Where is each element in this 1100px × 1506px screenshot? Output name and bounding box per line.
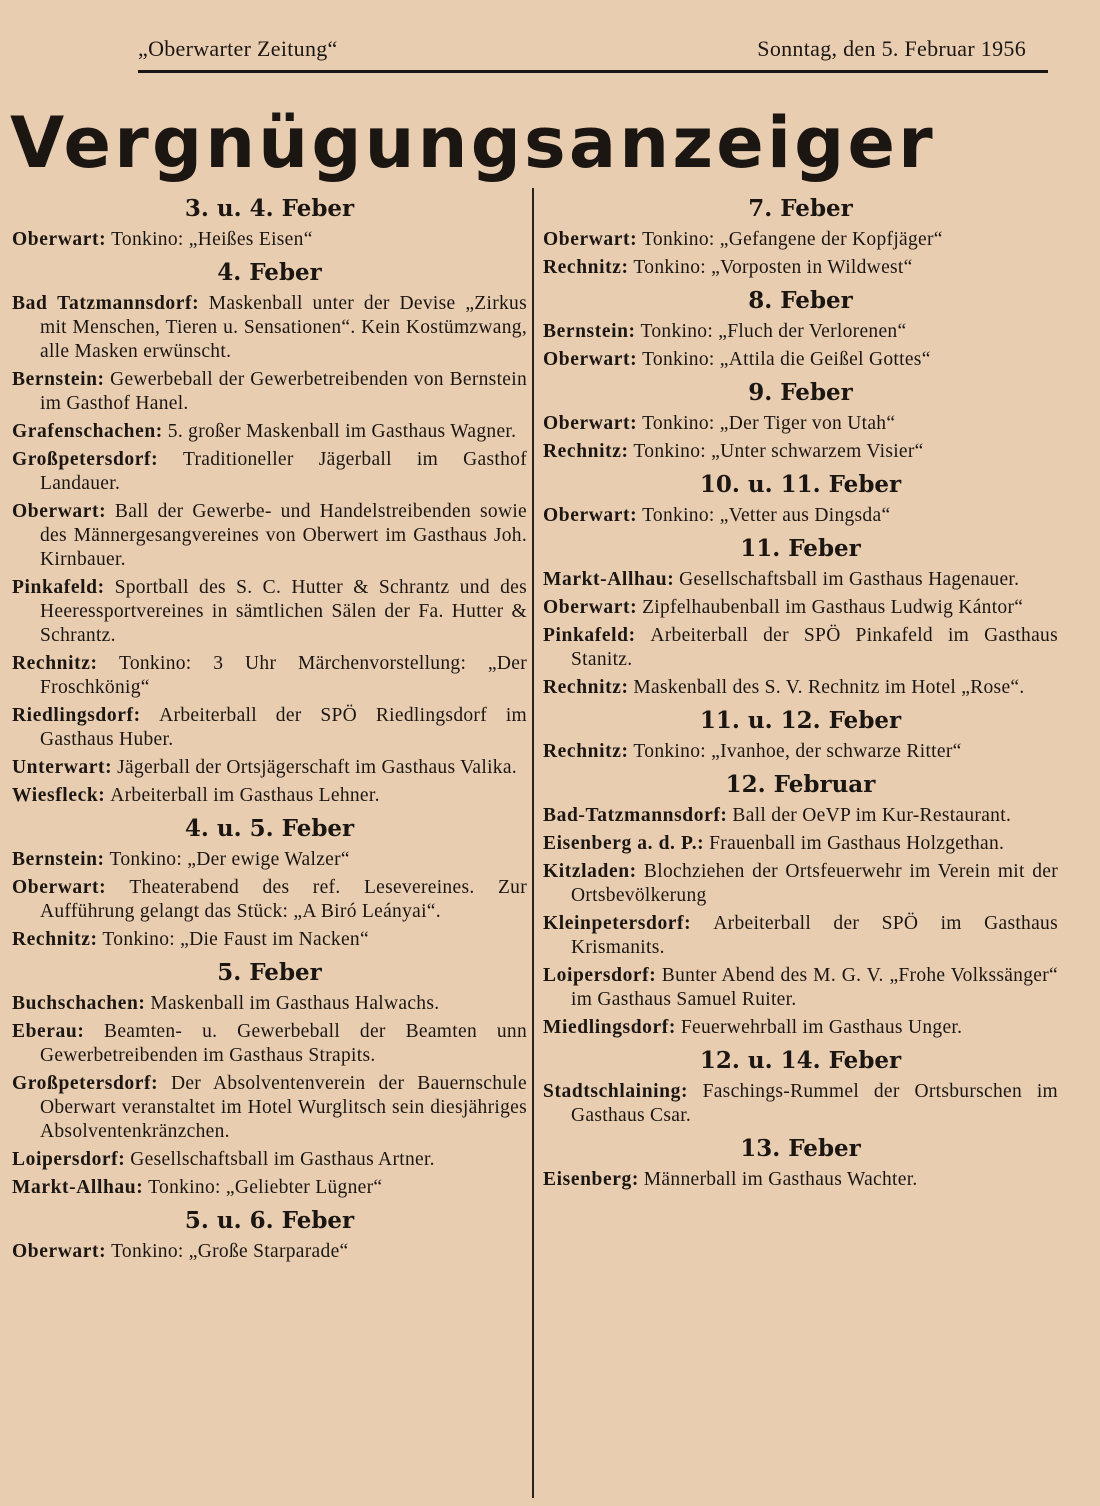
event-description: Tonkino: „Vorposten in Wildwest“ xyxy=(633,257,913,278)
event-location: Loipersdorf: xyxy=(12,1149,126,1170)
event-location: Oberwart: xyxy=(12,877,107,898)
date-heading: 11. Feber xyxy=(740,535,861,562)
masthead-rule xyxy=(138,70,1048,73)
event-entry xyxy=(543,412,1058,436)
event-entry xyxy=(12,652,527,700)
event-location: Grafenschachen: xyxy=(12,421,163,442)
event-description: Frauenball im Gasthaus Holzgethan. xyxy=(709,833,1005,854)
page-title: Vergnügungsanzeiger xyxy=(10,102,936,184)
event-location: Markt-Allhau: xyxy=(12,1177,144,1198)
event-entry xyxy=(12,876,527,924)
event-description: Arbeiterball im Gasthaus Lehner. xyxy=(110,785,380,806)
event-entry xyxy=(543,964,1058,1012)
event-location: Pinkafeld: xyxy=(12,577,105,598)
event-entry xyxy=(12,368,527,416)
event-description: Tonkino: „Große Starparade“ xyxy=(111,1241,349,1262)
event-description: Tonkino: „Der ewige Walzer“ xyxy=(109,849,350,870)
event-location: Rechnitz: xyxy=(543,441,629,462)
issue-date: Sonntag, den 5. Februar 1956 xyxy=(757,36,1026,61)
date-heading: 4. u. 5. Feber xyxy=(184,815,355,842)
event-entry xyxy=(543,676,1058,700)
event-description: Faschings-Rummel der Ortsburschen im Gasthaus Csar. xyxy=(571,1081,1059,1126)
event-location: Eisenberg: xyxy=(543,1169,639,1190)
event-entry xyxy=(543,568,1058,592)
event-entry xyxy=(12,1020,527,1068)
date-heading: 12. u. 14. Feber xyxy=(699,1047,902,1074)
event-entry xyxy=(12,1176,527,1200)
column-divider xyxy=(532,188,534,1498)
event-entry xyxy=(543,1080,1058,1128)
event-location: Rechnitz: xyxy=(12,653,98,674)
event-description: Tonkino: „Der Tiger von Utah“ xyxy=(642,413,896,434)
event-description: Ball der Gewerbe- und Handelstreibenden sowie des Männergesangvereines von Oberwert im Gasthaus Joh. Kirnbauer. xyxy=(40,501,528,570)
event-location: Eberau: xyxy=(12,1021,85,1042)
left-column xyxy=(12,188,527,1268)
event-entry xyxy=(12,500,527,572)
event-entry xyxy=(12,228,527,252)
masthead xyxy=(138,36,1026,70)
event-description: Tonkino: „Geliebter Lügner“ xyxy=(148,1177,383,1198)
event-description: Tonkino: „Fluch der Verlorenen“ xyxy=(640,321,907,342)
event-entry xyxy=(543,804,1058,828)
event-entry xyxy=(543,740,1058,764)
event-location: Großpetersdorf: xyxy=(12,449,159,470)
event-description: Zipfelhaubenball im Gasthaus Ludwig Kántor“ xyxy=(642,597,1024,618)
event-location: Oberwart: xyxy=(12,1241,107,1262)
date-heading: 13. Feber xyxy=(740,1135,861,1162)
event-location: Bernstein: xyxy=(12,369,105,390)
event-location: Miedlingsdorf: xyxy=(543,1017,676,1038)
event-entry xyxy=(12,848,527,872)
event-entry xyxy=(12,1240,527,1264)
event-description: Tonkino: „Unter schwarzem Visier“ xyxy=(633,441,924,462)
event-entry xyxy=(543,832,1058,856)
event-location: Buchschachen: xyxy=(12,993,146,1014)
event-location: Rechnitz: xyxy=(543,741,629,762)
event-description: Tonkino: „Vetter aus Dingsda“ xyxy=(642,505,891,526)
event-description: Maskenball des S. V. Rechnitz im Hotel „Rose“. xyxy=(633,677,1025,698)
right-column xyxy=(543,188,1058,1196)
event-location: Loipersdorf: xyxy=(543,965,657,986)
event-location: Bad Tatzmannsdorf: xyxy=(12,293,200,314)
event-description: Gewerbeball der Gewerbetreibenden von Bernstein im Gasthof Hanel. xyxy=(40,369,528,414)
event-description: Sportball des S. C. Hutter & Schrantz und des Heeressportvereines in sämtlichen Sälen der Fa. Hutter & Schrantz. xyxy=(40,577,527,646)
event-location: Oberwart: xyxy=(543,597,638,618)
event-location: Oberwart: xyxy=(543,413,638,434)
event-location: Großpetersdorf: xyxy=(12,1073,159,1094)
event-description: Maskenball im Gasthaus Halwachs. xyxy=(150,993,440,1014)
event-description: Tonkino: „Ivanhoe, der schwarze Ritter“ xyxy=(633,741,962,762)
event-description: Arbeiterball der SPÖ Riedlingsdorf im Gasthaus Huber. xyxy=(40,705,527,750)
event-entry xyxy=(543,624,1058,672)
event-location: Markt-Allhau: xyxy=(543,569,675,590)
event-description: 5. großer Maskenball im Gasthaus Wagner. xyxy=(167,421,517,442)
event-location: Rechnitz: xyxy=(543,257,629,278)
event-entry xyxy=(543,860,1058,908)
event-entry xyxy=(543,320,1058,344)
event-location: Kleinpetersdorf: xyxy=(543,913,692,934)
event-description: Ball der OeVP im Kur-Restaurant. xyxy=(732,805,1012,826)
event-entry xyxy=(543,912,1058,960)
event-description: Tonkino: „Heißes Eisen“ xyxy=(111,229,313,250)
event-entry xyxy=(543,504,1058,528)
event-entry xyxy=(12,704,527,752)
event-entry xyxy=(543,256,1058,280)
date-heading: 11. u. 12. Feber xyxy=(699,707,902,734)
event-location: Wiesfleck: xyxy=(12,785,106,806)
event-location: Rechnitz: xyxy=(12,929,98,950)
event-location: Oberwart: xyxy=(543,505,638,526)
date-heading: 5. Feber xyxy=(217,959,322,986)
date-heading: 5. u. 6. Feber xyxy=(184,1207,355,1234)
event-description: Arbeiterball der SPÖ Pinkafeld im Gasthaus Stanitz. xyxy=(571,625,1058,670)
event-entry xyxy=(543,596,1058,620)
event-location: Eisenberg a. d. P.: xyxy=(543,833,705,854)
event-description: Tonkino: „Gefangene der Kopfjäger“ xyxy=(642,229,943,250)
event-location: Oberwart: xyxy=(543,229,638,250)
event-location: Bad-Tatzmannsdorf: xyxy=(543,805,728,826)
event-location: Rechnitz: xyxy=(543,677,629,698)
event-description: Beamten- u. Gewerbeball der Beamten unn Gewerbetreibenden im Gasthaus Strapits. xyxy=(40,1021,527,1066)
date-heading: 3. u. 4. Feber xyxy=(184,195,355,222)
event-entry xyxy=(12,928,527,952)
event-description: Arbeiterball der SPÖ im Gasthaus Krismanits. xyxy=(571,913,1058,958)
event-description: Gesellschaftsball im Gasthaus Hagenauer. xyxy=(679,569,1020,590)
date-heading: 9. Feber xyxy=(748,379,853,406)
date-heading: 4. Feber xyxy=(217,259,322,286)
event-entry xyxy=(12,756,527,780)
event-location: Oberwart: xyxy=(12,501,107,522)
event-description: Tonkino: 3 Uhr Märchenvorstellung: „Der Froschkönig“ xyxy=(40,653,527,698)
event-entry xyxy=(543,348,1058,372)
event-entry xyxy=(12,292,527,364)
event-description: Tonkino: „Attila die Geißel Gottes“ xyxy=(642,349,931,370)
event-location: Pinkafeld: xyxy=(543,625,636,646)
event-description: Feuerwehrball im Gasthaus Unger. xyxy=(680,1017,963,1038)
date-heading: 12. Februar xyxy=(725,771,876,798)
event-description: Blochziehen der Ortsfeuerwehr im Verein mit der Ortsbevölkerung xyxy=(571,861,1058,906)
event-location: Bernstein: xyxy=(543,321,636,342)
event-entry xyxy=(12,576,527,648)
event-description: Traditioneller Jägerball im Gasthof Landauer. xyxy=(40,449,527,494)
event-description: Bunter Abend des M. G. V. „Frohe Volkssänger“ im Gasthaus Samuel Ruiter. xyxy=(571,965,1058,1010)
event-description: Gesellschaftsball im Gasthaus Artner. xyxy=(130,1149,435,1170)
event-entry xyxy=(12,1072,527,1144)
event-entry xyxy=(12,448,527,496)
event-description: Männerball im Gasthaus Wachter. xyxy=(643,1169,918,1190)
event-entry xyxy=(12,784,527,808)
date-heading: 7. Feber xyxy=(748,195,853,222)
event-entry xyxy=(12,992,527,1016)
event-description: Tonkino: „Die Faust im Nacken“ xyxy=(102,929,369,950)
date-heading: 8. Feber xyxy=(748,287,853,314)
event-description: Maskenball unter der Devise „Zirkus mit Menschen, Tieren u. Sensationen“. Kein Kostümzwang, alle Masken erwünscht. xyxy=(40,293,527,362)
event-description: Jägerball der Ortsjägerschaft im Gasthaus Valika. xyxy=(117,757,517,778)
event-entry xyxy=(543,228,1058,252)
event-entry xyxy=(543,440,1058,464)
event-location: Stadtschlaining: xyxy=(543,1081,689,1102)
event-location: Kitzladen: xyxy=(543,861,637,882)
event-location: Riedlingsdorf: xyxy=(12,705,141,726)
event-location: Unterwart: xyxy=(12,757,113,778)
event-entry xyxy=(543,1168,1058,1192)
paper-name: „Oberwarter Zeitung“ xyxy=(138,36,338,61)
date-heading: 10. u. 11. Feber xyxy=(699,471,902,498)
event-location: Oberwart: xyxy=(12,229,107,250)
event-location: Bernstein: xyxy=(12,849,105,870)
event-entry xyxy=(12,1148,527,1172)
event-entry xyxy=(12,420,527,444)
event-location: Oberwart: xyxy=(543,349,638,370)
event-entry xyxy=(543,1016,1058,1040)
event-description: Theaterabend des ref. Lesevereines. Zur Aufführung gelangt das Stück: „A Biró Leányai“. xyxy=(40,877,527,922)
event-description: Der Absolventenverein der Bauernschule Oberwart veranstaltet im Hotel Wurglitsch sein diesjähriges Absolventenkränzchen. xyxy=(40,1073,527,1142)
